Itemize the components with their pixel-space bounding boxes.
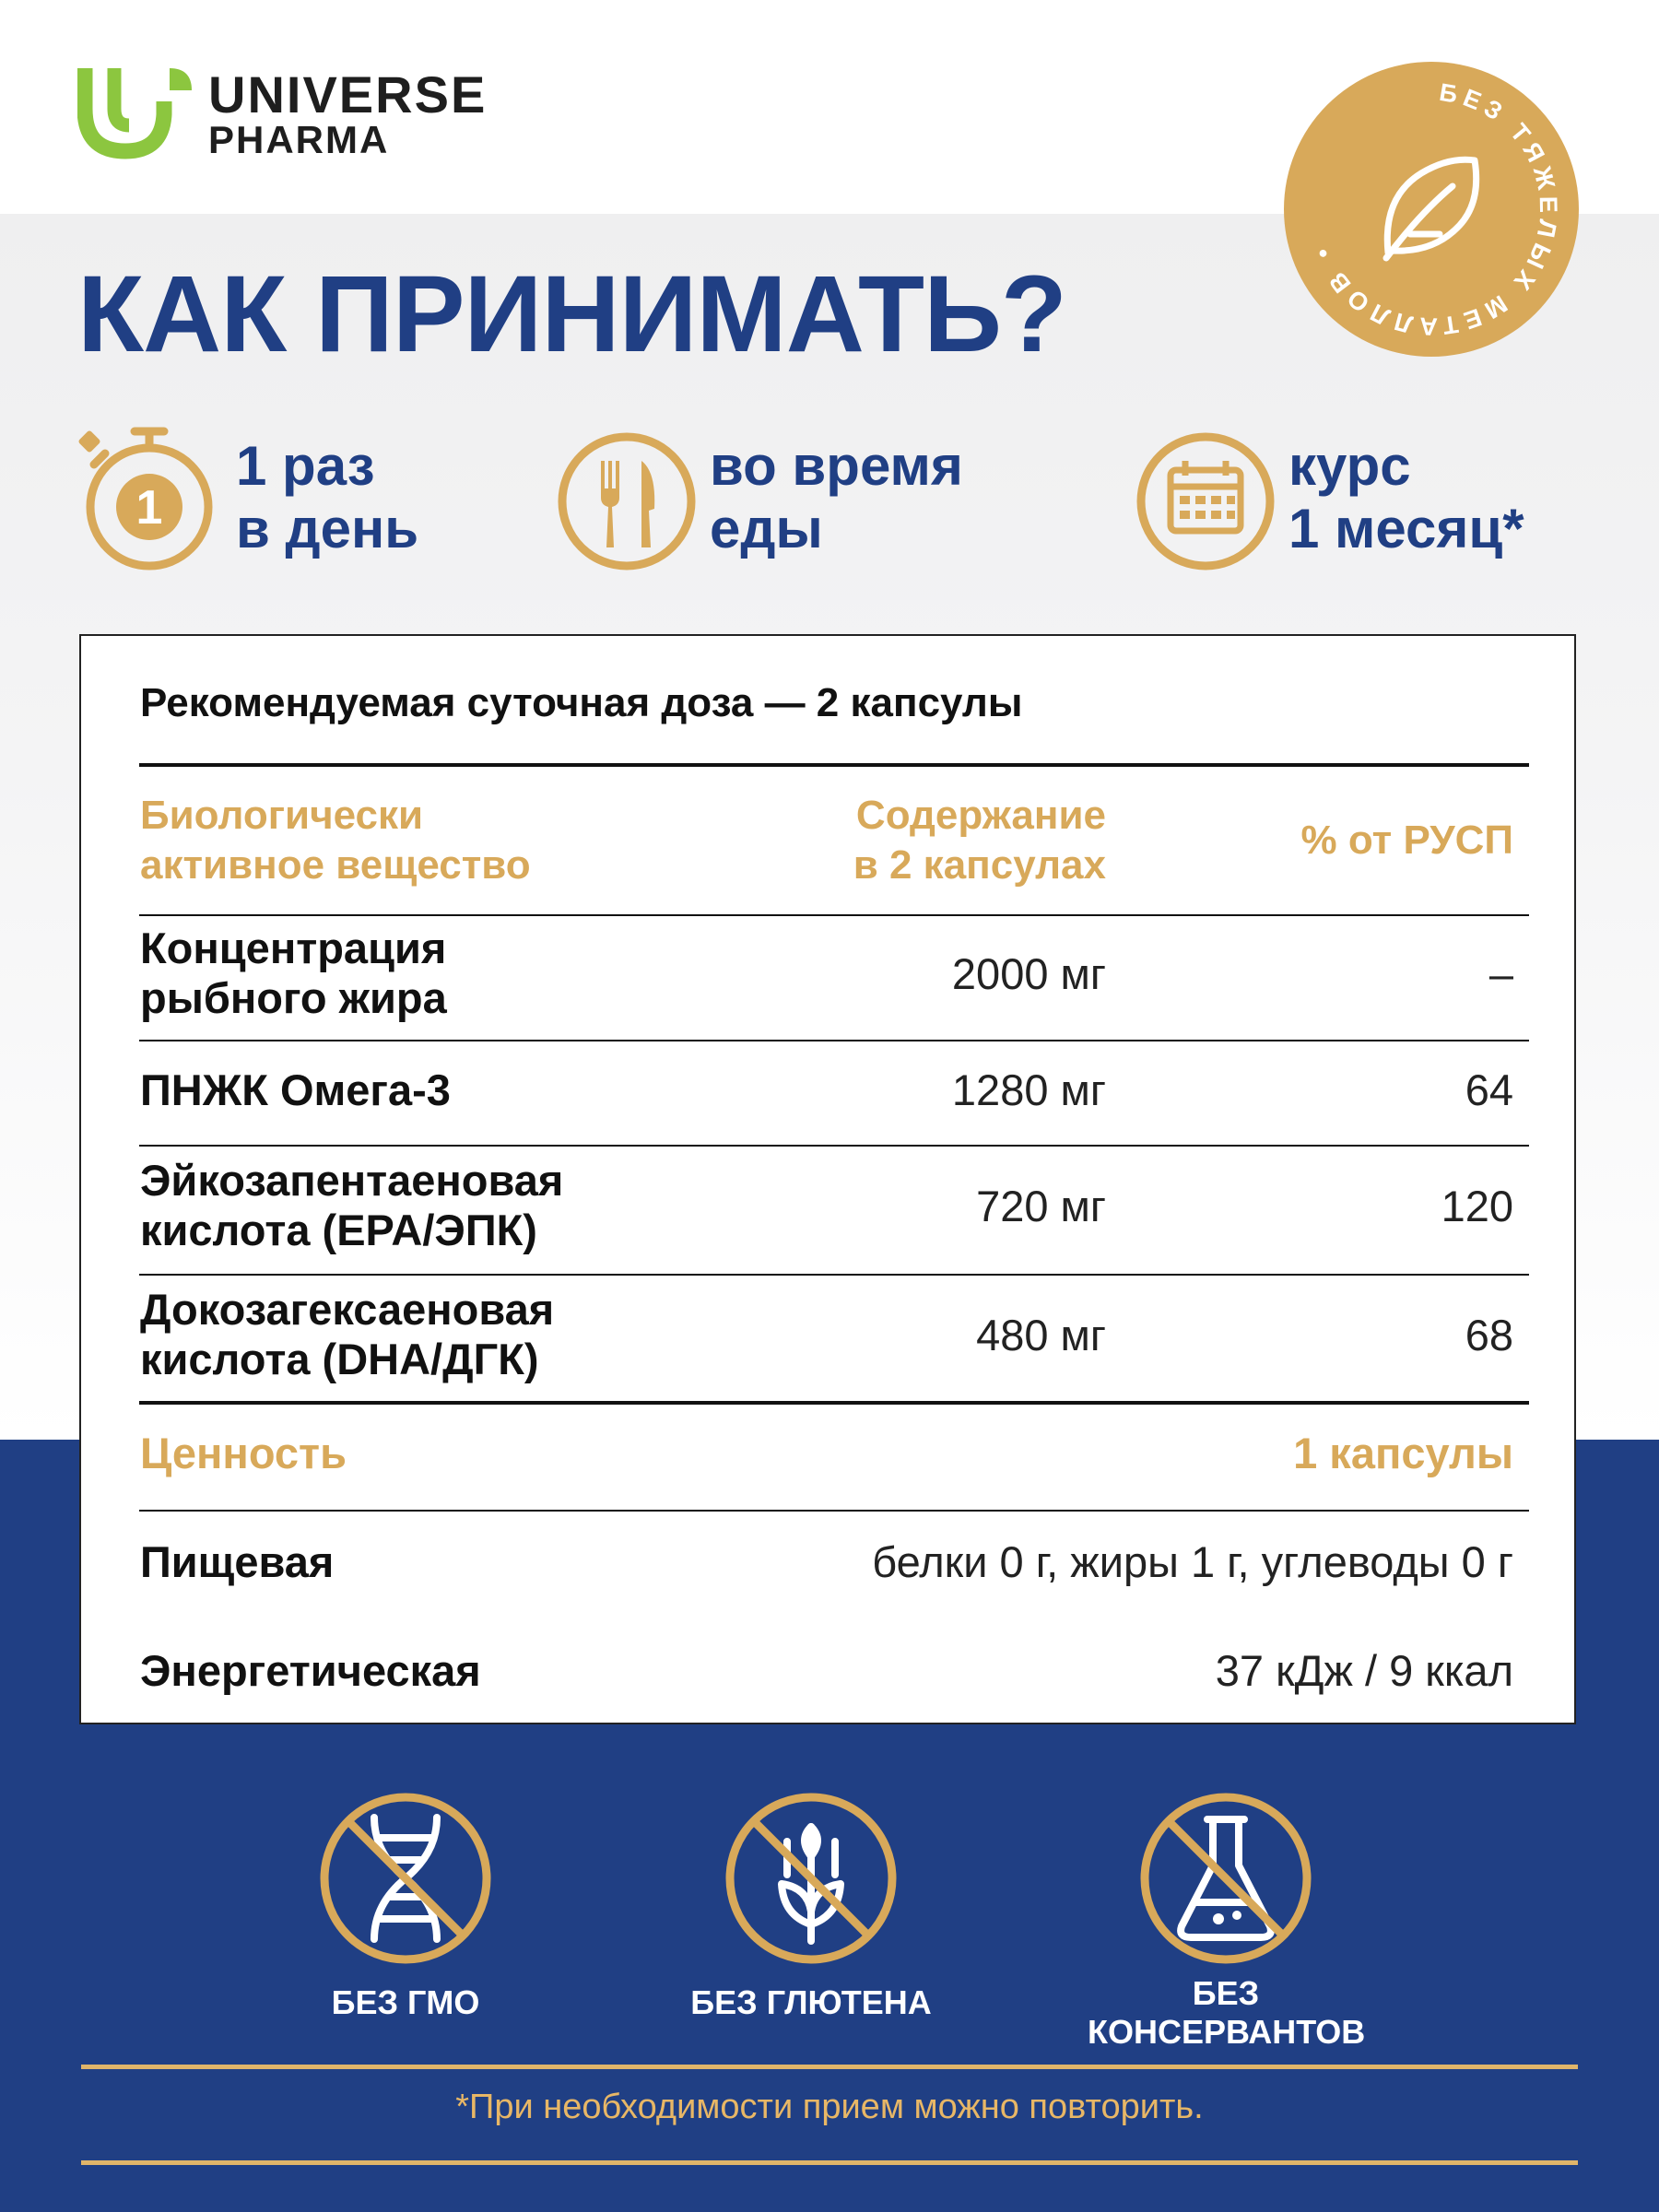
usage-once-daily <box>77 413 483 579</box>
usage-line1: курс <box>1288 435 1411 497</box>
value-row-label: Пищевая <box>140 1537 335 1586</box>
table-divider <box>139 1274 1529 1276</box>
table-divider <box>139 1145 1529 1147</box>
fork-knife-icon <box>553 413 700 579</box>
feature-no-gmo <box>267 1786 544 2022</box>
no-gmo-dna-icon <box>313 1786 498 1971</box>
row-name-line1: Эйкозапентаеновая <box>140 1156 564 1205</box>
brand-name-line2: PHARMA <box>208 118 390 161</box>
footnote-text: *При необходимости прием можно повторить. <box>455 2088 1204 2126</box>
daily-dose-text: Рекомендуемая суточная доза — 2 капсулы <box>140 680 1023 725</box>
table-divider <box>139 763 1529 767</box>
table-row-percent: – <box>1488 949 1513 998</box>
table-row-name <box>140 1285 554 1384</box>
header-substance <box>140 791 531 890</box>
usage-course-month <box>1132 413 1611 579</box>
row-name-line2: рыбного жира <box>140 973 447 1022</box>
table-row-amount: 2000 мг <box>951 949 1106 998</box>
header-amount-line1: Содержание <box>855 793 1106 838</box>
usage-line2: в день <box>236 498 419 559</box>
table-row-percent: 120 <box>1441 1182 1513 1230</box>
usage-text <box>710 435 963 560</box>
usage-line2: еды <box>710 498 823 559</box>
composition-table <box>79 634 1576 1724</box>
header-amount-line2: в 2 капсулах <box>853 842 1106 888</box>
no-gluten-wheat-icon <box>719 1786 903 1971</box>
row-name-line1: Концентрация <box>140 924 447 972</box>
feature-label-line1: БЕЗ <box>1192 1974 1260 2012</box>
feature-label-line2: КОНСЕРВАНТОВ <box>1088 2013 1366 2051</box>
usage-text <box>1288 435 1524 560</box>
value-row-label: Энергетическая <box>140 1646 481 1695</box>
usage-line2: 1 месяц* <box>1288 498 1524 559</box>
heavy-metals-free-badge <box>1283 61 1580 358</box>
no-preservatives-flask-icon <box>1134 1786 1318 1971</box>
stopwatch-digit: 1 <box>135 481 163 535</box>
calendar-icon <box>1132 413 1279 579</box>
header-substance-line1: Биологически <box>140 793 424 838</box>
value-row-value: 37 кДж / 9 ккал <box>1215 1646 1513 1695</box>
value-header-label: Ценность <box>140 1429 347 1477</box>
table-row-amount: 1280 мг <box>951 1065 1106 1114</box>
footer-divider-top <box>81 2065 1578 2069</box>
header-amount <box>853 791 1106 890</box>
table-row-amount: 720 мг <box>976 1182 1106 1230</box>
table-divider <box>139 1401 1529 1405</box>
usage-line1: во время <box>710 435 963 497</box>
header-percent: % от РУСП <box>1300 818 1513 863</box>
page-title: КАК ПРИНИМАТЬ? <box>77 253 1067 375</box>
table-row-name <box>140 924 447 1023</box>
universe-logo-icon <box>77 63 197 164</box>
usage-text <box>236 435 418 560</box>
table-row-amount: 480 мг <box>976 1311 1106 1359</box>
table-row-name: ПНЖК Омега-3 <box>140 1065 451 1114</box>
feature-label-line1: БЕЗ ГМО <box>331 1983 480 2021</box>
feature-label-line1: БЕЗ ГЛЮТЕНА <box>690 1983 932 2021</box>
row-name-line2: кислота (EPA/ЭПК) <box>140 1206 537 1254</box>
feature-no-gluten <box>673 1786 949 2022</box>
table-row-percent: 64 <box>1465 1065 1513 1114</box>
row-name-line1: Докозагексаеновая <box>140 1285 555 1334</box>
table-divider <box>139 1040 1529 1041</box>
footer-divider-bottom <box>81 2160 1578 2165</box>
row-name-line2: кислота (DHA/ДГК) <box>140 1335 539 1383</box>
usage-with-meals <box>553 413 1051 579</box>
header-substance-line2: активное вещество <box>140 842 531 888</box>
value-header-per: 1 капсулы <box>1293 1429 1513 1477</box>
brand-logo <box>77 63 538 164</box>
usage-line1: 1 раз <box>236 435 375 497</box>
table-row-name <box>140 1156 563 1255</box>
feature-no-preservatives <box>1088 1786 1364 2052</box>
brand-name-line1: UNIVERSE <box>208 65 488 124</box>
table-divider <box>139 1510 1529 1512</box>
table-divider <box>139 914 1529 916</box>
value-row-value: белки 0 г, жиры 1 г, углеводы 0 г <box>872 1537 1513 1586</box>
table-row-percent: 68 <box>1465 1311 1513 1359</box>
stopwatch-icon <box>77 413 225 579</box>
badge-text: БЕЗ ТЯЖЕЛЫХ МЕТАЛЛОВ • <box>1306 77 1563 341</box>
